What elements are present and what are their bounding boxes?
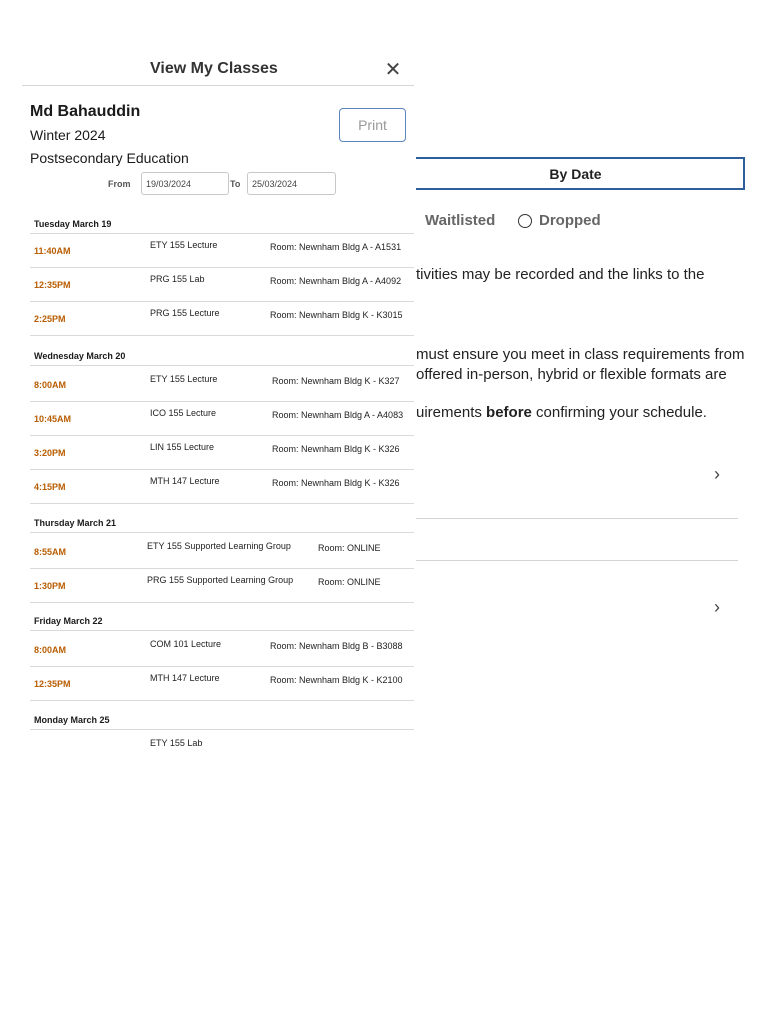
class-course[interactable]: MTH 147 Lecture [150, 476, 220, 486]
class-time: 12:35PM [34, 679, 71, 689]
divider [30, 233, 414, 234]
class-time: 8:00AM [34, 645, 67, 655]
modal-header [22, 50, 414, 86]
divider [30, 700, 414, 701]
class-room: Room: Newnham Bldg B - B3088 [270, 641, 403, 651]
class-course[interactable]: ETY 155 Lecture [150, 374, 218, 384]
divider [30, 729, 414, 730]
to-label: To [230, 179, 241, 189]
notice-text-2: must ensure you meet in class requirements from [416, 346, 745, 363]
class-room: Room: ONLINE [318, 543, 381, 553]
class-time: 4:15PM [34, 482, 66, 492]
class-room: Room: ONLINE [318, 577, 381, 587]
day-header: Wednesday March 20 [34, 351, 126, 361]
class-room: Room: Newnham Bldg K - K327 [272, 376, 400, 386]
divider [30, 267, 414, 268]
class-time: 10:45AM [34, 414, 72, 424]
filter-dropped[interactable] [518, 212, 601, 229]
class-course[interactable]: PRG 155 Supported Learning Group [147, 575, 294, 585]
class-course[interactable]: ETY 155 Lab [150, 738, 203, 748]
class-room: Room: Newnham Bldg K - K2100 [270, 675, 403, 685]
to-date-input[interactable] [247, 172, 336, 195]
chevron-right-icon[interactable]: › [714, 464, 720, 484]
class-course[interactable]: LIN 155 Lecture [150, 442, 215, 452]
class-time: 2:25PM [34, 314, 66, 324]
notice-text-4: uirements before confirming your schedule. [416, 404, 707, 421]
view-my-classes-modal [22, 50, 416, 750]
divider [30, 301, 414, 302]
class-course[interactable]: ETY 155 Lecture [150, 240, 218, 250]
class-course[interactable]: PRG 155 Lab [150, 274, 205, 284]
from-date-input[interactable] [141, 172, 229, 195]
divider [30, 401, 414, 402]
close-icon[interactable]: ✕ [384, 58, 402, 81]
class-time: 11:40AM [34, 246, 71, 256]
class-course[interactable]: PRG 155 Lecture [150, 308, 220, 318]
divider [30, 435, 414, 436]
from-label: From [108, 179, 131, 189]
divider [30, 365, 414, 366]
dropped-radio[interactable] [518, 214, 532, 228]
day-header: Thursday March 21 [34, 518, 117, 528]
divider [30, 666, 414, 667]
class-room: Room: Newnham Bldg K - K326 [272, 444, 400, 454]
divider [30, 630, 414, 631]
class-time: 8:00AM [34, 380, 67, 390]
class-course[interactable]: MTH 147 Lecture [150, 673, 220, 683]
class-room: Room: Newnham Bldg K - K326 [272, 478, 400, 488]
chevron-right-icon[interactable]: › [714, 597, 720, 617]
notice-text-1: tivities may be recorded and the links to the [416, 266, 705, 283]
class-room: Room: Newnham Bldg A - A1531 [270, 242, 402, 252]
divider [416, 560, 738, 561]
print-button[interactable]: Print [339, 108, 406, 142]
divider [30, 469, 414, 470]
divider [30, 335, 414, 336]
class-time: 8:55AM [34, 547, 67, 557]
divider [30, 503, 414, 504]
student-name: Md Bahauddin [30, 103, 141, 120]
filter-dropped-label: Dropped [539, 212, 601, 229]
day-header: Monday March 25 [34, 715, 110, 725]
modal-title: View My Classes [150, 60, 278, 77]
class-room: Room: Newnham Bldg A - A4083 [272, 410, 404, 420]
class-time: 1:30PM [34, 581, 66, 591]
divider [30, 568, 414, 569]
class-course[interactable]: ETY 155 Supported Learning Group [147, 541, 291, 551]
tab-by-date[interactable]: By Date [408, 157, 745, 190]
divider [30, 602, 414, 603]
term: Winter 2024 [30, 127, 106, 143]
class-course[interactable]: ICO 155 Lecture [150, 408, 217, 418]
class-time: 12:35PM [34, 280, 71, 290]
career: Postsecondary Education [30, 150, 189, 166]
divider [416, 518, 738, 519]
class-room: Room: Newnham Bldg K - K3015 [270, 310, 403, 320]
divider [30, 532, 414, 533]
day-header: Friday March 22 [34, 616, 103, 626]
filter-waitlisted-label: Waitlisted [425, 212, 496, 229]
class-room: Room: Newnham Bldg A - A4092 [270, 276, 402, 286]
class-course[interactable]: COM 101 Lecture [150, 639, 222, 649]
day-header: Tuesday March 19 [34, 219, 112, 229]
class-time: 3:20PM [34, 448, 66, 458]
notice-text-3: offered in-person, hybrid or flexible formats are [416, 366, 727, 383]
